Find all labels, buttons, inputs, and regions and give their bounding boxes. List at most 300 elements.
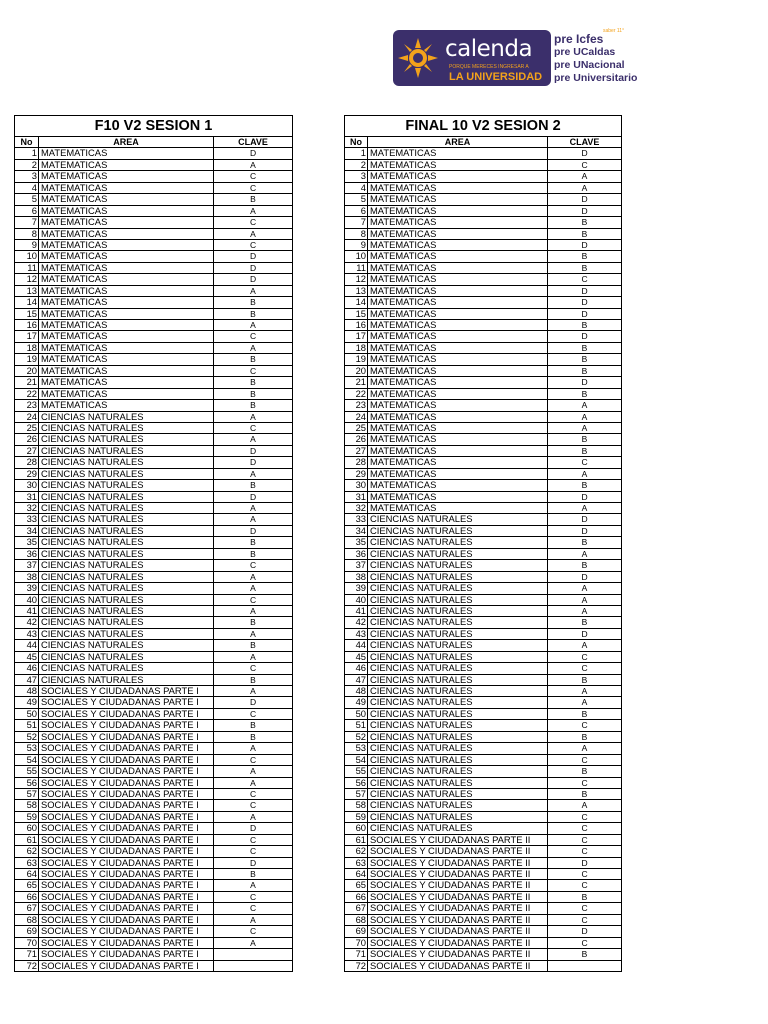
question-number: 36 xyxy=(345,548,368,559)
question-area: SOCIALES Y CIUDADANAS PARTE I xyxy=(39,846,214,857)
table-row xyxy=(15,182,293,193)
answer-key: D xyxy=(548,926,622,937)
question-area: CIENCIAS NATURALES xyxy=(39,605,214,616)
question-area: CIENCIAS NATURALES xyxy=(368,743,548,754)
answer-key: A xyxy=(214,342,293,353)
question-number: 72 xyxy=(15,960,39,971)
question-number: 70 xyxy=(345,937,368,948)
table-row xyxy=(15,686,293,697)
question-number: 24 xyxy=(15,411,39,422)
question-area: CIENCIAS NATURALES xyxy=(368,594,548,605)
question-number: 57 xyxy=(15,788,39,799)
question-number: 40 xyxy=(15,594,39,605)
answer-key: B xyxy=(548,217,622,228)
question-number: 14 xyxy=(15,297,39,308)
table-row xyxy=(345,663,622,674)
answer-key: B xyxy=(548,388,622,399)
table-row xyxy=(15,811,293,822)
question-number: 28 xyxy=(345,457,368,468)
question-area: SOCIALES Y CIUDADANAS PARTE I xyxy=(39,686,214,697)
answer-key: D xyxy=(548,377,622,388)
answer-key: A xyxy=(548,182,622,193)
answer-key: D xyxy=(548,514,622,525)
question-area: SOCIALES Y CIUDADANAS PARTE I xyxy=(39,960,214,971)
table-row xyxy=(15,194,293,205)
table-row xyxy=(15,880,293,891)
answer-key: D xyxy=(548,148,622,159)
question-number: 66 xyxy=(345,891,368,902)
answer-key: B xyxy=(548,708,622,719)
table-body xyxy=(345,148,622,972)
answer-key: C xyxy=(214,903,293,914)
table-row xyxy=(345,400,622,411)
table-row xyxy=(345,834,622,845)
answer-key: C xyxy=(214,171,293,182)
question-area: MATEMATICAS xyxy=(39,342,214,353)
answer-key: B xyxy=(548,251,622,262)
table-row xyxy=(345,274,622,285)
table-row xyxy=(15,914,293,925)
answer-key: B xyxy=(214,480,293,491)
column-header-key: CLAVE xyxy=(214,137,293,148)
answer-key: A xyxy=(214,411,293,422)
table-row xyxy=(15,697,293,708)
column-header-area: AREA xyxy=(39,137,214,148)
question-area: SOCIALES Y CIUDADANAS PARTE I xyxy=(39,720,214,731)
question-area: CIENCIAS NATURALES xyxy=(39,491,214,502)
question-area: CIENCIAS NATURALES xyxy=(368,777,548,788)
table-row xyxy=(15,171,293,182)
table-row xyxy=(15,731,293,742)
answer-key: C xyxy=(548,937,622,948)
table-row xyxy=(15,354,293,365)
question-area: MATEMATICAS xyxy=(368,400,548,411)
question-number: 59 xyxy=(15,811,39,822)
table-row xyxy=(15,651,293,662)
question-area: CIENCIAS NATURALES xyxy=(368,583,548,594)
table-row xyxy=(15,743,293,754)
answer-key: A xyxy=(214,159,293,170)
answer-key: B xyxy=(548,480,622,491)
question-area: CIENCIAS NATURALES xyxy=(39,468,214,479)
question-area: MATEMATICAS xyxy=(39,400,214,411)
answer-key: C xyxy=(548,457,622,468)
answer-key: D xyxy=(214,457,293,468)
question-number: 3 xyxy=(345,171,368,182)
question-area: CIENCIAS NATURALES xyxy=(39,617,214,628)
brand-slogan: LA UNIVERSIDAD xyxy=(449,71,543,83)
answer-key: A xyxy=(214,743,293,754)
question-area: MATEMATICAS xyxy=(39,148,214,159)
question-number: 35 xyxy=(345,537,368,548)
question-area: SOCIALES Y CIUDADANAS PARTE I xyxy=(39,800,214,811)
question-area: MATEMATICAS xyxy=(368,320,548,331)
question-number: 63 xyxy=(15,857,39,868)
table-row xyxy=(345,708,622,719)
question-area: MATEMATICAS xyxy=(368,503,548,514)
question-area: MATEMATICAS xyxy=(39,171,214,182)
answer-key: B xyxy=(214,617,293,628)
table-row xyxy=(15,640,293,651)
question-number: 50 xyxy=(345,708,368,719)
question-number: 38 xyxy=(345,571,368,582)
answer-key: C xyxy=(548,869,622,880)
answer-key: C xyxy=(214,891,293,902)
question-area: MATEMATICAS xyxy=(368,434,548,445)
question-area: SOCIALES Y CIUDADANAS PARTE I xyxy=(39,708,214,719)
question-area: MATEMATICAS xyxy=(368,194,548,205)
program-list xyxy=(554,32,684,85)
answer-key: A xyxy=(548,503,622,514)
table-row xyxy=(15,869,293,880)
answer-key: D xyxy=(548,571,622,582)
question-number: 49 xyxy=(345,697,368,708)
question-number: 7 xyxy=(345,217,368,228)
answer-key: A xyxy=(548,171,622,182)
question-number: 12 xyxy=(345,274,368,285)
table-row xyxy=(15,434,293,445)
table-row xyxy=(345,914,622,925)
question-number: 1 xyxy=(345,148,368,159)
answer-key: B xyxy=(214,548,293,559)
table-row xyxy=(15,377,293,388)
question-area: SOCIALES Y CIUDADANAS PARTE I xyxy=(39,914,214,925)
answer-key: C xyxy=(548,274,622,285)
table-row xyxy=(345,377,622,388)
question-area: SOCIALES Y CIUDADANAS PARTE I xyxy=(39,937,214,948)
question-number: 30 xyxy=(345,480,368,491)
question-area: MATEMATICAS xyxy=(39,365,214,376)
answer-key: D xyxy=(548,628,622,639)
question-area: CIENCIAS NATURALES xyxy=(368,811,548,822)
question-area: MATEMATICAS xyxy=(368,331,548,342)
table-row xyxy=(345,674,622,685)
answer-key: A xyxy=(548,800,622,811)
answer-key: A xyxy=(214,514,293,525)
calenda-logo xyxy=(393,30,683,88)
question-number: 54 xyxy=(15,754,39,765)
answer-key: A xyxy=(214,434,293,445)
question-number: 4 xyxy=(15,182,39,193)
question-area: SOCIALES Y CIUDADANAS PARTE I xyxy=(39,766,214,777)
answer-key: D xyxy=(214,251,293,262)
question-area: CIENCIAS NATURALES xyxy=(368,525,548,536)
question-area: MATEMATICAS xyxy=(368,228,548,239)
question-number: 10 xyxy=(345,251,368,262)
answer-key: C xyxy=(214,331,293,342)
question-area: MATEMATICAS xyxy=(39,194,214,205)
question-number: 42 xyxy=(345,617,368,628)
answer-key: C xyxy=(214,754,293,765)
answer-key: D xyxy=(214,697,293,708)
question-area: SOCIALES Y CIUDADANAS PARTE II xyxy=(368,926,548,937)
question-number: 17 xyxy=(15,331,39,342)
question-area: SOCIALES Y CIUDADANAS PARTE I xyxy=(39,891,214,902)
question-area: CIENCIAS NATURALES xyxy=(39,560,214,571)
question-area: MATEMATICAS xyxy=(368,297,548,308)
question-number: 58 xyxy=(15,800,39,811)
question-number: 19 xyxy=(15,354,39,365)
answer-key: A xyxy=(548,640,622,651)
question-number: 43 xyxy=(345,628,368,639)
answer-key: C xyxy=(214,239,293,250)
table-row xyxy=(15,491,293,502)
question-number: 27 xyxy=(15,445,39,456)
answer-key: C xyxy=(214,663,293,674)
answer-key: B xyxy=(214,674,293,685)
question-number: 26 xyxy=(15,434,39,445)
answer-key: A xyxy=(214,583,293,594)
table-row xyxy=(15,788,293,799)
answer-key: C xyxy=(548,754,622,765)
answer-key xyxy=(214,949,293,960)
question-number: 56 xyxy=(15,777,39,788)
answer-key: B xyxy=(214,731,293,742)
question-area: CIENCIAS NATURALES xyxy=(368,697,548,708)
table-row xyxy=(15,285,293,296)
answer-key: C xyxy=(214,926,293,937)
question-area: SOCIALES Y CIUDADANAS PARTE I xyxy=(39,754,214,765)
brand-tagline: PORQUE MERECES INGRESAR A xyxy=(449,64,529,70)
question-number: 41 xyxy=(345,605,368,616)
program-pre-ucaldas: pre UCaldas xyxy=(554,46,616,58)
program-pre-universitario: pre Universitario xyxy=(554,72,638,84)
question-number: 43 xyxy=(15,628,39,639)
question-number: 65 xyxy=(345,880,368,891)
table-row xyxy=(15,823,293,834)
question-area: SOCIALES Y CIUDADANAS PARTE I xyxy=(39,857,214,868)
table-row xyxy=(345,148,622,159)
table-row xyxy=(345,869,622,880)
answer-key: D xyxy=(548,194,622,205)
table-row xyxy=(345,388,622,399)
question-area: CIENCIAS NATURALES xyxy=(368,628,548,639)
question-number: 25 xyxy=(345,422,368,433)
question-number: 13 xyxy=(15,285,39,296)
question-area: MATEMATICAS xyxy=(368,457,548,468)
question-number: 47 xyxy=(345,674,368,685)
table-row xyxy=(345,297,622,308)
question-area: MATEMATICAS xyxy=(39,251,214,262)
question-area: CIENCIAS NATURALES xyxy=(39,445,214,456)
question-area: CIENCIAS NATURALES xyxy=(368,766,548,777)
table-row xyxy=(15,308,293,319)
question-number: 23 xyxy=(345,400,368,411)
table-row xyxy=(15,365,293,376)
answer-key: D xyxy=(214,823,293,834)
question-area: MATEMATICAS xyxy=(368,159,548,170)
question-area: MATEMATICAS xyxy=(368,468,548,479)
table-row xyxy=(15,628,293,639)
question-area: MATEMATICAS xyxy=(39,320,214,331)
question-area: SOCIALES Y CIUDADANAS PARTE I xyxy=(39,880,214,891)
question-number: 8 xyxy=(15,228,39,239)
table-row xyxy=(15,297,293,308)
table-row xyxy=(15,800,293,811)
question-area: MATEMATICAS xyxy=(368,422,548,433)
question-area: CIENCIAS NATURALES xyxy=(368,548,548,559)
question-number: 2 xyxy=(345,159,368,170)
question-number: 7 xyxy=(15,217,39,228)
answer-key: C xyxy=(214,846,293,857)
table-row xyxy=(345,205,622,216)
table-row xyxy=(15,320,293,331)
table-row xyxy=(345,434,622,445)
question-number: 29 xyxy=(15,468,39,479)
question-area: CIENCIAS NATURALES xyxy=(39,663,214,674)
table-row xyxy=(345,731,622,742)
question-number: 45 xyxy=(345,651,368,662)
answer-key: D xyxy=(548,205,622,216)
answer-key: D xyxy=(214,445,293,456)
question-area: MATEMATICAS xyxy=(368,262,548,273)
question-number: 55 xyxy=(345,766,368,777)
question-number: 48 xyxy=(15,686,39,697)
question-area: SOCIALES Y CIUDADANAS PARTE I xyxy=(39,949,214,960)
question-number: 31 xyxy=(15,491,39,502)
answer-key: A xyxy=(214,914,293,925)
question-number: 42 xyxy=(15,617,39,628)
answer-key: B xyxy=(214,308,293,319)
question-area: CIENCIAS NATURALES xyxy=(368,640,548,651)
answer-key: C xyxy=(548,777,622,788)
answer-key: B xyxy=(214,640,293,651)
answer-key: A xyxy=(548,686,622,697)
question-number: 70 xyxy=(15,937,39,948)
answer-key: B xyxy=(214,537,293,548)
table-row xyxy=(345,926,622,937)
question-area: MATEMATICAS xyxy=(368,182,548,193)
question-area: SOCIALES Y CIUDADANAS PARTE II xyxy=(368,846,548,857)
table-row xyxy=(15,548,293,559)
table-row xyxy=(345,903,622,914)
question-number: 33 xyxy=(15,514,39,525)
question-area: CIENCIAS NATURALES xyxy=(368,788,548,799)
question-number: 28 xyxy=(15,457,39,468)
question-area: CIENCIAS NATURALES xyxy=(368,800,548,811)
question-area: MATEMATICAS xyxy=(368,411,548,422)
table-row xyxy=(345,480,622,491)
answer-key: C xyxy=(214,217,293,228)
question-number: 23 xyxy=(15,400,39,411)
table-row xyxy=(345,686,622,697)
table-row xyxy=(345,548,622,559)
table-row xyxy=(345,285,622,296)
question-number: 21 xyxy=(15,377,39,388)
answer-key: D xyxy=(214,491,293,502)
question-number: 25 xyxy=(15,422,39,433)
table-title: FINAL 10 V2 SESION 2 xyxy=(345,116,622,137)
question-number: 71 xyxy=(345,949,368,960)
answer-key: C xyxy=(548,811,622,822)
question-area: SOCIALES Y CIUDADANAS PARTE I xyxy=(39,743,214,754)
table-row xyxy=(15,834,293,845)
question-number: 6 xyxy=(15,205,39,216)
table-row xyxy=(345,457,622,468)
table-row xyxy=(15,228,293,239)
answer-key: B xyxy=(548,342,622,353)
question-number: 33 xyxy=(345,514,368,525)
table-row xyxy=(345,503,622,514)
question-area: CIENCIAS NATURALES xyxy=(39,640,214,651)
question-number: 22 xyxy=(345,388,368,399)
question-number: 66 xyxy=(15,891,39,902)
question-area: CIENCIAS NATURALES xyxy=(39,583,214,594)
question-area: MATEMATICAS xyxy=(368,491,548,502)
question-area: MATEMATICAS xyxy=(368,171,548,182)
question-area: MATEMATICAS xyxy=(39,388,214,399)
question-number: 64 xyxy=(345,869,368,880)
sun-icon xyxy=(397,37,439,79)
table-row xyxy=(345,217,622,228)
question-number: 5 xyxy=(345,194,368,205)
table-row xyxy=(15,937,293,948)
table-row xyxy=(15,605,293,616)
question-number: 9 xyxy=(345,239,368,250)
answer-key: D xyxy=(214,262,293,273)
answer-key: D xyxy=(548,525,622,536)
table-row xyxy=(345,411,622,422)
table-row xyxy=(15,205,293,216)
answer-key: D xyxy=(548,331,622,342)
question-number: 53 xyxy=(15,743,39,754)
answer-key: D xyxy=(548,239,622,250)
answer-key: A xyxy=(548,548,622,559)
question-number: 59 xyxy=(345,811,368,822)
question-number: 55 xyxy=(15,766,39,777)
answer-key: B xyxy=(548,365,622,376)
table-row xyxy=(345,251,622,262)
question-number: 2 xyxy=(15,159,39,170)
answer-key: D xyxy=(214,525,293,536)
answer-key: A xyxy=(214,205,293,216)
question-area: SOCIALES Y CIUDADANAS PARTE I xyxy=(39,697,214,708)
table-row xyxy=(345,560,622,571)
table-row xyxy=(345,239,622,250)
question-area: MATEMATICAS xyxy=(368,388,548,399)
question-area: SOCIALES Y CIUDADANAS PARTE II xyxy=(368,949,548,960)
question-number: 45 xyxy=(15,651,39,662)
table-row xyxy=(15,617,293,628)
answer-key: B xyxy=(548,434,622,445)
question-area: MATEMATICAS xyxy=(368,274,548,285)
question-number: 53 xyxy=(345,743,368,754)
answer-key: B xyxy=(548,560,622,571)
answer-key: C xyxy=(214,800,293,811)
table-row xyxy=(15,571,293,582)
table-row xyxy=(345,491,622,502)
question-area: MATEMATICAS xyxy=(39,297,214,308)
question-number: 64 xyxy=(15,869,39,880)
question-number: 61 xyxy=(345,834,368,845)
question-number: 21 xyxy=(345,377,368,388)
answer-key: A xyxy=(214,228,293,239)
answer-key: B xyxy=(548,228,622,239)
answer-key: B xyxy=(548,674,622,685)
question-area: SOCIALES Y CIUDADANAS PARTE I xyxy=(39,777,214,788)
answer-key: A xyxy=(214,777,293,788)
answer-key: C xyxy=(214,594,293,605)
table-row xyxy=(15,903,293,914)
answer-key: D xyxy=(214,148,293,159)
answer-key: D xyxy=(214,857,293,868)
question-area: CIENCIAS NATURALES xyxy=(368,651,548,662)
answer-key: C xyxy=(548,880,622,891)
table-row xyxy=(345,800,622,811)
answer-key xyxy=(214,960,293,971)
table-row xyxy=(345,754,622,765)
question-area: CIENCIAS NATURALES xyxy=(368,686,548,697)
